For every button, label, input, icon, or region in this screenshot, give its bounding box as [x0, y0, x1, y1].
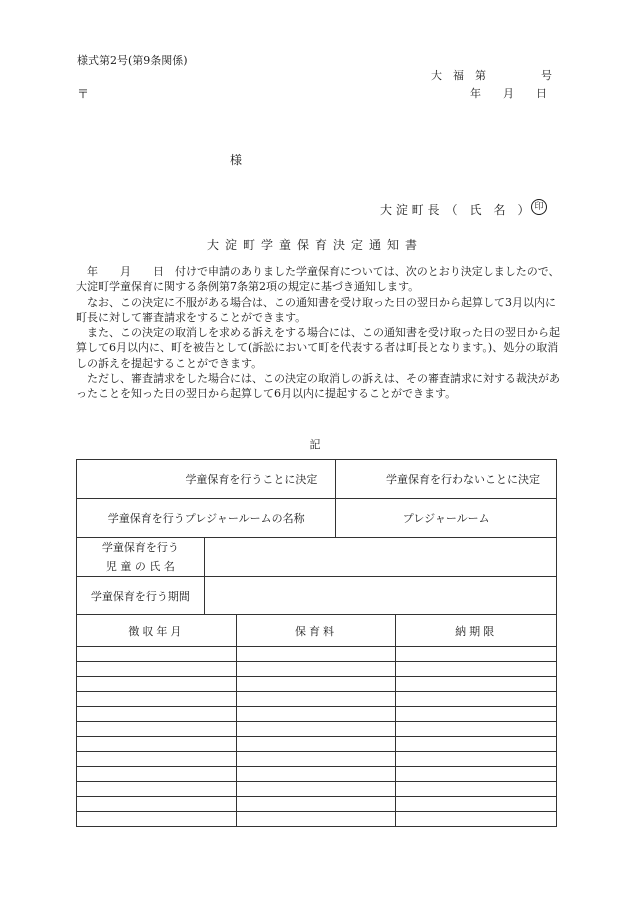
fee-amount-cell [236, 797, 396, 812]
sender-label: 大 淀 町 長 （ 氏 名 ） [380, 203, 530, 217]
fee-month-cell [77, 782, 237, 797]
header-collection-month: 徴収年月 [77, 615, 237, 647]
postal-mark: 〒 [77, 87, 90, 101]
fee-row [77, 707, 557, 722]
fee-amount-cell [236, 662, 396, 677]
fee-row [77, 812, 557, 827]
fee-due-cell [396, 707, 557, 722]
fee-amount-cell [236, 767, 396, 782]
room-name-value: プレジャールーム [336, 499, 557, 538]
fee-due-cell [396, 752, 557, 767]
fee-amount-cell [236, 677, 396, 692]
fee-row [77, 647, 557, 662]
fee-amount-cell [236, 647, 396, 662]
paragraph: また、この決定の取消しを求める訴えをする場合には、この通知書を受け取った日の翌日から起算して6月以内に、町を被告として(訴訟において町を代表する者は町長となります。)、処分の取消しの訴えを提起することができます。 [76, 326, 560, 370]
fee-row [77, 782, 557, 797]
decision-no-cell: 学童保育を行わないことに決定 [336, 460, 557, 499]
fee-month-cell [77, 647, 237, 662]
fee-month-cell [77, 662, 237, 677]
fee-month-cell [77, 767, 237, 782]
fee-amount-cell [236, 752, 396, 767]
room-name-label: 学童保育を行うプレジャールームの名称 [77, 499, 336, 538]
fee-month-cell [77, 812, 237, 827]
header-due-date: 納期限 [396, 615, 557, 647]
fee-due-cell [396, 647, 557, 662]
fee-row [77, 737, 557, 752]
period-label: 学童保育を行う期間 [77, 577, 205, 615]
fee-due-cell [396, 692, 557, 707]
child-label-line1: 学童保育を行う [101, 541, 179, 554]
fee-row [77, 692, 557, 707]
fee-month-cell [77, 737, 237, 752]
seal-mark: 印 [531, 199, 547, 215]
document-title: 大淀町学童保育決定通知書 [206, 238, 423, 252]
decision-yes-cell: 学童保育を行うことに決定 [77, 460, 336, 499]
fee-row [77, 662, 557, 677]
recipient-suffix: 様 [230, 153, 243, 167]
decision-table [76, 459, 557, 615]
fee-month-cell [77, 677, 237, 692]
fee-header-row [77, 615, 557, 647]
fee-month-cell [77, 707, 237, 722]
fee-due-cell [396, 662, 557, 677]
fee-due-cell [396, 737, 557, 752]
fee-row [77, 752, 557, 767]
fee-due-cell [396, 722, 557, 737]
child-name-value [204, 538, 556, 577]
paragraph: 年 月 日 付けで申請のありました学童保育については、次のとおり決定しましたので、大淀町学童保育に関する条例第7条第2項の規定に基づき通知します。 [76, 265, 560, 294]
paragraph: ただし、審査請求をした場合には、この決定の取消しの訴えは、その審査請求に対する裁決があったことを知った日の翌日から起算して6月以内に提起することができます。 [76, 372, 560, 401]
fee-row [77, 722, 557, 737]
fee-table [76, 614, 557, 827]
fee-due-cell [396, 677, 557, 692]
document-number-label: 大 福 第 号 [431, 69, 552, 82]
fee-row [77, 767, 557, 782]
fee-amount-cell [236, 707, 396, 722]
fee-month-cell [77, 722, 237, 737]
ki-heading: 記 [309, 438, 321, 451]
child-name-label [77, 538, 205, 577]
fee-amount-cell [236, 737, 396, 752]
date-label: 年 月 日 [470, 87, 547, 100]
header-fee: 保育料 [236, 615, 396, 647]
fee-due-cell [396, 797, 557, 812]
fee-month-cell [77, 692, 237, 707]
fee-row [77, 797, 557, 812]
fee-row [77, 677, 557, 692]
paragraph: なお、この決定に不服がある場合は、この通知書を受け取った日の翌日から起算して3月以内に町長に対して審査請求をすることができます。 [76, 295, 556, 324]
fee-due-cell [396, 812, 557, 827]
fee-amount-cell [236, 782, 396, 797]
fee-amount-cell [236, 722, 396, 737]
fee-amount-cell [236, 692, 396, 707]
fee-month-cell [77, 797, 237, 812]
child-label-line2: 児 童 の 氏 名 [105, 560, 175, 573]
fee-due-cell [396, 782, 557, 797]
fee-due-cell [396, 767, 557, 782]
form-number: 様式第2号(第9条関係) [77, 54, 188, 67]
fee-amount-cell [236, 812, 396, 827]
fee-month-cell [77, 752, 237, 767]
notice-body [76, 264, 560, 402]
period-value [204, 577, 556, 615]
